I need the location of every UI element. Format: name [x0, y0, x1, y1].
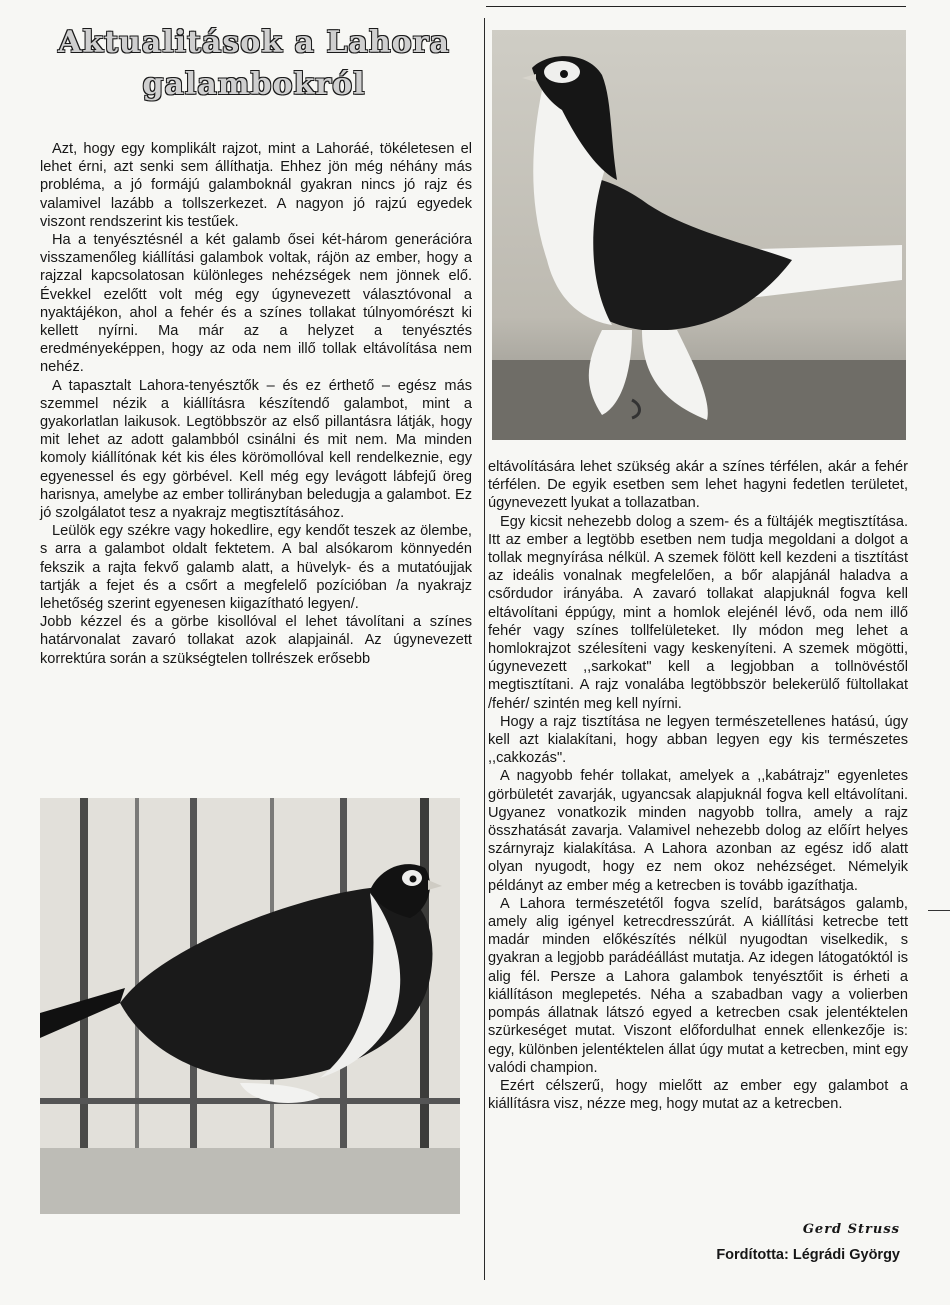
paragraph: A nagyobb fehér tollakat, amelyek a ,,kabátrajz" egyenletes görbületét zavarják, ugyancsak alapjuknál fogva kell eltávolítani. Ugyanez vonatkozik minden nagyobb tollra, amely a rajz összhatását zavarja. Valamivel nehezebb dolog az előírt helyes szárnyrajz kialakítása. A Lahora azonban az egész idő alatt olyan nyugodt, hogy ez nem okoz nehézséget. Némelyik példányt az ember még a ketrecben is tovább igazíthatja. — [488, 768, 908, 894]
pigeon-caged-image — [40, 798, 460, 1214]
paragraph: Jobb kézzel és a görbe kisollóval el lehet távolítani a színes határvonalat zavaró tollakat azok alapjainál. Az úgynevezett korrektúra során a szükségtelen tollrészek erősebb — [40, 614, 472, 667]
translator-credit: Fordította: Légrádi György — [716, 1247, 900, 1263]
paragraph: Hogy a rajz tisztítása ne legyen természetellenes hatású, úgy kell azt kialakítani, hogy abban legyen egy kis természetes ,,cakkozás". — [488, 713, 908, 767]
paragraph: Leülök egy székre vagy hokedlire, egy kendőt teszek az ölembe, s arra a galambot oldalt fektetem. A bal alsókarom könnyedén fekszik a rajta fekvő galamb alatt, a hüvelyk- és a mutatóujjak tartják a fejet és a csőrt a megfelelő pozícióban /a nyakrajz lehetőség szerint egyenesen kiigazítható legyen/. — [40, 523, 472, 613]
margin-rule — [928, 910, 950, 911]
pigeon-photo-top — [492, 30, 906, 440]
title-line-2: galambokról — [142, 67, 366, 102]
right-column-text — [488, 458, 908, 1113]
title-line-1: Aktualitások a Lahora — [58, 25, 450, 60]
paragraph: Egy kicsit nehezebb dolog a szem- és a fültájék megtisztítása. Itt az ember a legtöbb esetben nem tudja megoldani a dolgot a tollak megnyírása nélkül. A szemek fölött kell kezdeni a tisztítást az ideális vonalnak megfelelően, a bőr alapjánál haladva a csőrdudor irányába. A zavaró tollakat alapjuknál fogva kell eltávolítani éppúgy, mint a homlok elejénél lévő, oda nem illő fehér vagy színes tollfelületeket. Ily módon meg lehet a homlokrajzot szélesíteni vagy keskenyíteni. A szemek mögötti, úgynevezett ,,sarkokat" kell a legjobban a tollnövéstől megtisztítani. A rajz vonalába legtöbbször belekerülő fültollakat /fehér/ szintén meg kell nyírni. — [488, 513, 908, 712]
left-column-text — [40, 140, 472, 668]
paragraph: eltávolítására lehet szükség akár a színes térfélen, akár a fehér térfélen. De egyik esetben sem lehet hagyni fedetlen területet, úgynevezett lyukat a tollazatban. — [488, 459, 908, 512]
paragraph: Azt, hogy egy komplikált rajzot, mint a Lahoráé, tökéletesen el lehet érni, azt senki sem állíthatja. Ehhez jön még néhány más probléma, a jó formájú galamboknál gyakran nincs jó rajz és valamivel lazább a tollszerkezet. A nagyon jó rajzú egyedek viszont rendszerint kis testűek. — [40, 141, 472, 230]
paragraph: A Lahora természetétől fogva szelíd, barátságos galamb, amely alig igényel ketrecdresszúrát. A kiállítási ketrecbe tett madár minden előkészítés nélkül nyugodtan viselkedik, s gyakran a legjobb parádéállást mutatja. Az idegen látogatóktól is alig fél. Persze a Lahora galambok tenyésztőit is érheti a kiállításon meglepetés. Néha a szabadban vagy a volierben pompás állatnak látszó egyed a ketrecben csak jelentéktelen szürkeséget mutat. Viszont előfordulhat ennek ellenkezője is: egy, különben jelentéktelen állat úgy mutat a ketrecben, mint egy valódi champion. — [488, 895, 908, 1076]
top-rule — [486, 6, 906, 7]
pigeon-standing-image — [492, 30, 906, 440]
paragraph: A tapasztalt Lahora-tenyésztők – és ez érthető – egész más szemmel nézik a kiállításra készítendő galambot, mint a gyakorlatlan laikusok. Legtöbbször az első pillantásra látják, hogy mit lehet az adott galambból csinálni és mit nem. Ma minden komoly kiállítónak két kis éles körömollóval kell rendelkeznie, egy egyenessel és egy görbével. Kell még egy levágott lábfejű öreg harisnya, amelybe az ember tollirányban beledugja a galambot. Ez jó szolgálatot tesz a nyakrajz megtisztításához. — [40, 377, 472, 522]
paragraph: Ezért célszerű, hogy mielőtt az ember egy galambot a kiállításra visz, nézze meg, hogy mutat az a ketrecben. — [488, 1077, 908, 1113]
paragraph: Ha a tenyésztésnél a két galamb ősei két-három generációra visszamenőleg kiállítási galambok voltak, rájön az ember, hogy a rajzzal kapcsolatosan különleges nehézségek nem jönnek elő. Évekkel ezelőtt volt még egy úgynevezett választóvonal a nyaktájékon, ahol a fehér és a színes tollakat túlnyomórészt ki kellett nyírni. Ma már az a helyzet a tenyésztés eredményeképpen, hogy az oda nem illő tollak eltávolítása nem nehéz. — [40, 232, 472, 376]
author-signature: Gerd Struss — [802, 1222, 900, 1237]
article-title — [40, 22, 468, 106]
pigeon-photo-bottom — [40, 798, 460, 1214]
column-divider — [484, 18, 485, 1280]
